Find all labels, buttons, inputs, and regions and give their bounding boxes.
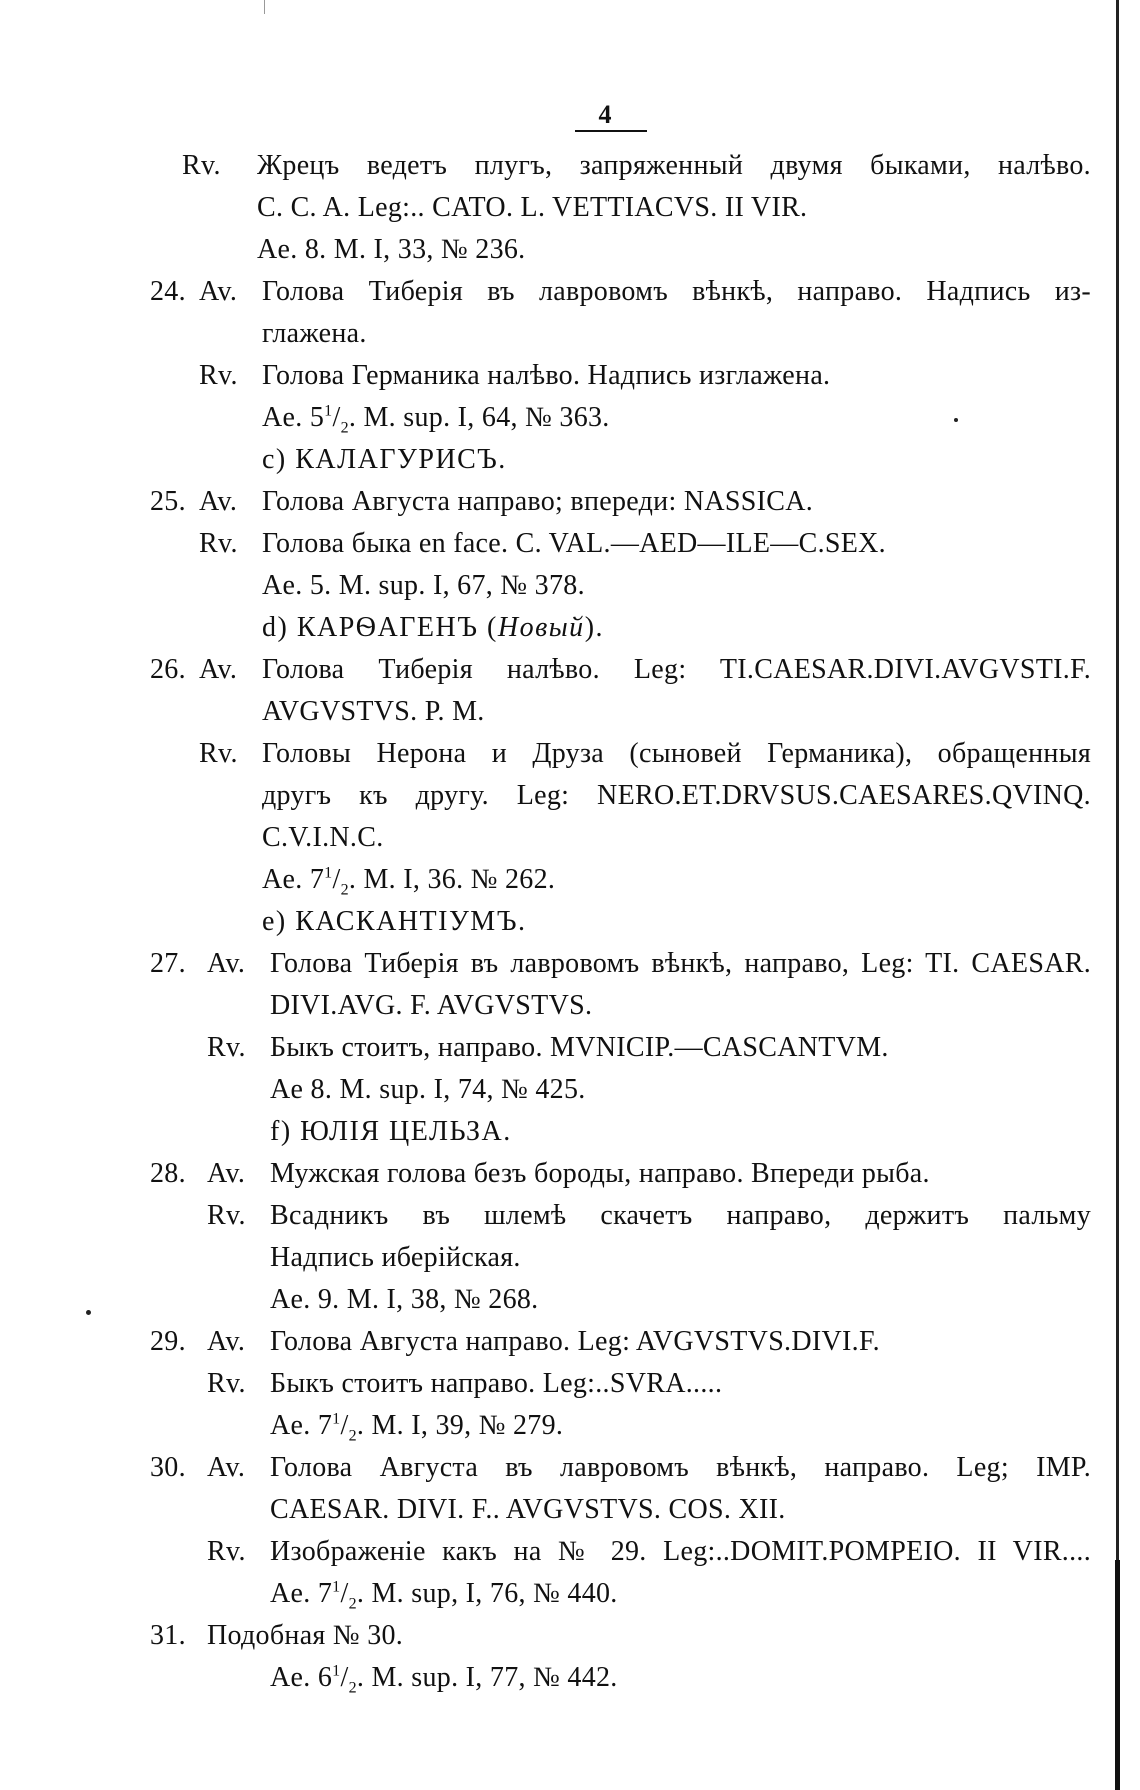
line-text: Быкъ стоитъ, направо. MVNICIP.—CASCANTVM. (270, 1032, 889, 1063)
line-text: Жрецъ ведетъ плугъ, запряженный двумя быками, налѣво. (257, 150, 1091, 181)
line-text: DIVI.AVG. F. AVGVSTVS. (270, 990, 593, 1021)
top-mark (264, 0, 265, 14)
coin-reference: Ae. $7^1/_2$. M. sup, I, 76, № 440. (270, 1578, 618, 1613)
line-text: CAESAR. DIVI. F.. AVGVSTVS. COS. XII. (270, 1494, 786, 1525)
obverse-label: Av. (199, 276, 238, 307)
line-text: Голова Тиберія налѣво. Leg: TI.CAESAR.DIVI.AVGVSTI.F. (262, 654, 1091, 685)
line-text: глажена. (262, 318, 367, 349)
line-text: f) ЮЛІЯ ЦЕЛЬЗА. (270, 1116, 512, 1147)
line-text: e) КАСКАНТІУМЪ. (262, 906, 527, 937)
line-text: d) КАРѲАГЕНЪ (Новый). (262, 612, 605, 643)
entry-number: 25. (150, 486, 186, 517)
line-text: Головы Нерона и Друза (сыновей Германика), обращенныя (262, 738, 1091, 769)
reverse-label: Rv. (207, 1368, 246, 1399)
reverse-label: Rv. (199, 360, 238, 391)
reverse-label: Rv. (182, 150, 221, 181)
line-text: Мужская голова безъ бороды, направо. Впереди рыба. (270, 1158, 930, 1189)
right-margin-rule (1116, 0, 1119, 1790)
obverse-label: Av. (207, 1452, 246, 1483)
coin-reference: Ae. $6^1/_2$. M. sup. I, 77, № 442. (270, 1662, 618, 1697)
entry-number: 30. (150, 1452, 186, 1483)
line-text: Голова Августа направо. Leg: AVGVSTVS.DIVI.F. (270, 1326, 880, 1357)
line-text: AVGVSTVS. P. M. (262, 696, 485, 727)
obverse-label: Av. (207, 948, 246, 979)
line-text: Изображеніе какъ на № 29. Leg:..DOMIT.POMPEIO. II VIR.... (270, 1536, 1091, 1567)
right-margin-rule-thick (1115, 1560, 1120, 1790)
entry-number: 28. (150, 1158, 186, 1189)
line-text: Голова Тиберія въ лавровомъ вѣнкѣ, направо. Надпись из- (262, 276, 1091, 307)
line-text: Подобная № 30. (207, 1620, 404, 1651)
line-text: Быкъ стоитъ направо. Leg:..SVRA..... (270, 1368, 723, 1399)
line-text: Голова Германика налѣво. Надпись изглажена. (262, 360, 831, 391)
line-text: C. C. A. Leg:.. CATO. L. VETTIACVS. II VIR. (257, 192, 808, 223)
line-text: C.V.I.N.C. (262, 822, 384, 853)
entry-number: 24. (150, 276, 186, 307)
reverse-label: Rv. (207, 1032, 246, 1063)
line-text: c) КАЛАГУРИСЪ. (262, 444, 507, 475)
page-number-rule (575, 130, 647, 132)
entry-number: 27. (150, 948, 186, 979)
obverse-label: Av. (207, 1326, 246, 1357)
obverse-label: Av. (199, 486, 238, 517)
coin-reference: Ae. 9. M. I, 38, № 268. (270, 1284, 539, 1315)
coin-reference: Ae. $7^1/_2$. M. I, 36. № 262. (262, 864, 556, 899)
obverse-label: Av. (199, 654, 238, 685)
line-text: Голова Тиберія въ лавровомъ вѣнкѣ, направо, Leg: TI. CAESAR. (270, 948, 1091, 979)
line-text: Голова быка en face. C. VAL.—AED—ILE—C.SEX. (262, 528, 886, 559)
coin-reference: Ae. $7^1/_2$. M. I, 39, № 279. (270, 1410, 564, 1445)
reverse-label: Rv. (207, 1536, 246, 1567)
coin-reference: Ae 8. M. sup. I, 74, № 425. (270, 1074, 586, 1105)
coin-reference: Ae. 5. M. sup. I, 67, № 378. (262, 570, 585, 601)
reverse-label: Rv. (199, 528, 238, 559)
line-text: Надпись иберійская. (270, 1242, 521, 1273)
obverse-label: Av. (207, 1158, 246, 1189)
line-text: Всадникъ въ шлемѣ скачетъ направо, держитъ пальму (270, 1200, 1091, 1231)
page-number: 4 (598, 100, 612, 129)
entry-number: 31. (150, 1620, 186, 1651)
reverse-label: Rv. (207, 1200, 246, 1231)
entry-number: 29. (150, 1326, 186, 1357)
reverse-label: Rv. (199, 738, 238, 769)
line-text: Голова Августа направо; впереди: NASSICA. (262, 486, 814, 517)
left-margin-mark (86, 1310, 91, 1315)
entry-number: 26. (150, 654, 186, 685)
line-text: Ae. 8. M. I, 33, № 236. (257, 234, 526, 265)
coin-reference: Ae. $5^1/_2$. M. sup. I, 64, № 363. (262, 402, 610, 437)
stray-mark (954, 418, 958, 422)
line-text: Голова Августа въ лавровомъ вѣнкѣ, направо. Leg; IMP. (270, 1452, 1091, 1483)
line-text: другъ къ другу. Leg: NERO.ET.DRVSUS.CAESARES.QVINQ. (262, 780, 1091, 811)
